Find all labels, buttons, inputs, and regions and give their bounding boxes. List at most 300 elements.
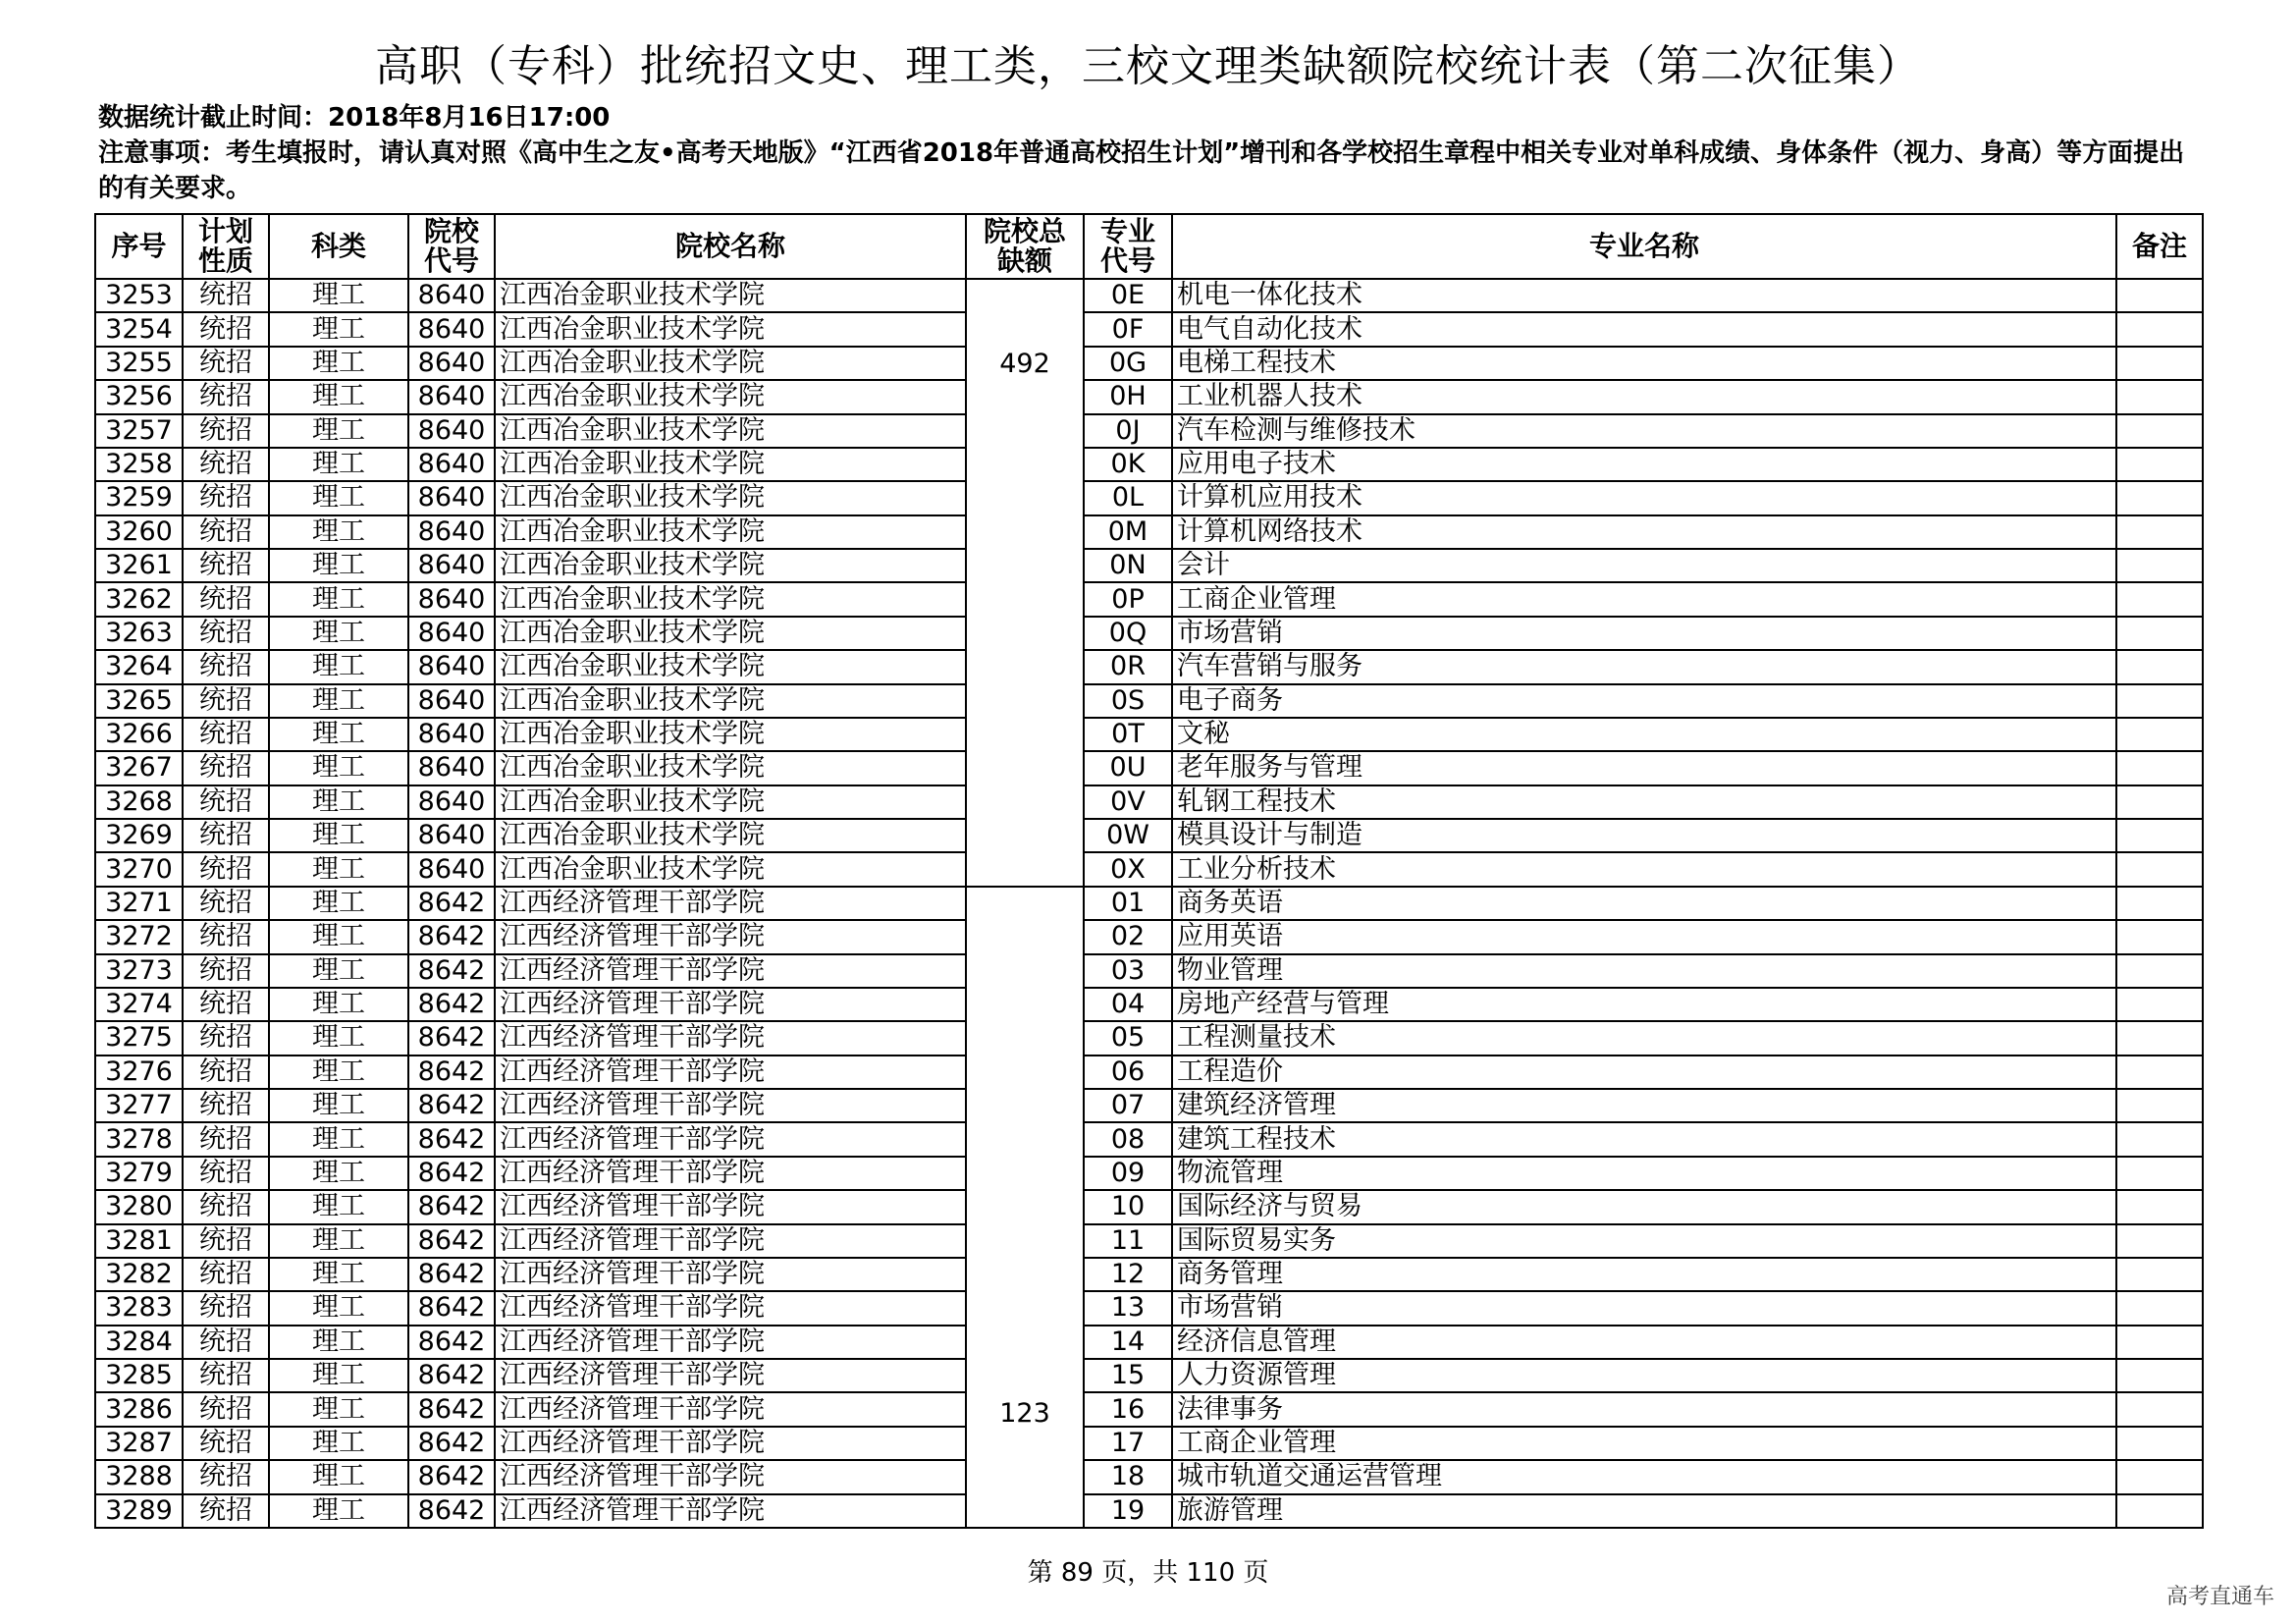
cell-major-code: 19 [1084, 1494, 1172, 1529]
cell-major-code: 02 [1084, 920, 1172, 953]
cell-plan: 统招 [183, 1359, 269, 1392]
cell-plan: 统招 [183, 1460, 269, 1493]
table-row [95, 1427, 2203, 1460]
cell-seq: 3287 [95, 1427, 183, 1460]
table-row [95, 1258, 2203, 1291]
cell-school-code: 8640 [408, 279, 495, 312]
cell-major-name: 工商企业管理 [1172, 582, 2116, 616]
cell-major-name: 旅游管理 [1172, 1494, 2116, 1529]
cell-category: 理工 [269, 1122, 408, 1156]
cell-school-code: 8642 [408, 1427, 495, 1460]
cell-school-name: 江西经济管理干部学院 [495, 1392, 966, 1426]
cell-plan: 统招 [183, 1258, 269, 1291]
cell-plan: 统招 [183, 1326, 269, 1359]
cell-plan: 统招 [183, 414, 269, 448]
cell-plan: 统招 [183, 785, 269, 819]
cell-school-name: 江西冶金职业技术学院 [495, 549, 966, 582]
table-header [95, 214, 2203, 279]
cell-category: 理工 [269, 1157, 408, 1190]
cell-major-name: 商务管理 [1172, 1258, 2116, 1291]
cell-major-name: 老年服务与管理 [1172, 751, 2116, 785]
cell-school-name: 江西冶金职业技术学院 [495, 684, 966, 718]
table-body [95, 279, 2203, 1528]
cell-major-code: 05 [1084, 1021, 1172, 1055]
cell-major-name: 汽车检测与维修技术 [1172, 414, 2116, 448]
cell-school-name: 江西冶金职业技术学院 [495, 279, 966, 312]
cell-seq: 3284 [95, 1326, 183, 1359]
cell-remark [2116, 1122, 2203, 1156]
table-row [95, 1056, 2203, 1089]
table-row [95, 1157, 2203, 1190]
cell-remark [2116, 1224, 2203, 1258]
cell-remark [2116, 1326, 2203, 1359]
cell-major-code: 09 [1084, 1157, 1172, 1190]
cell-category: 理工 [269, 920, 408, 953]
cell-major-code: 01 [1084, 887, 1172, 920]
notice-text: 注意事项：考生填报时，请认真对照《高中生之友•高考天地版》“江西省2018年普通高校招生计划”增刊和各学校招生章程中相关专业对单科成绩、身体条件（视力、身高）等方面提出的有关要求。 [98, 138, 2185, 203]
cell-school-name: 江西冶金职业技术学院 [495, 481, 966, 514]
cell-category: 理工 [269, 1224, 408, 1258]
cell-major-name: 建筑工程技术 [1172, 1122, 2116, 1156]
cell-school-code: 8640 [408, 751, 495, 785]
cell-plan: 统招 [183, 1190, 269, 1223]
cell-category: 理工 [269, 279, 408, 312]
cell-seq: 3265 [95, 684, 183, 718]
cell-major-name: 计算机网络技术 [1172, 515, 2116, 549]
cell-category: 理工 [269, 582, 408, 616]
cell-plan: 统招 [183, 1157, 269, 1190]
cell-seq: 3280 [95, 1190, 183, 1223]
cell-major-name: 模具设计与制造 [1172, 819, 2116, 852]
header-school-code: 院校代号 [408, 214, 495, 279]
table-row [95, 1122, 2203, 1156]
cell-major-name: 轧钢工程技术 [1172, 785, 2116, 819]
cell-school-code: 8640 [408, 617, 495, 650]
cell-school-code: 8640 [408, 785, 495, 819]
cell-major-code: 0F [1084, 312, 1172, 346]
cell-remark [2116, 1258, 2203, 1291]
cell-plan: 统招 [183, 718, 269, 751]
cell-remark [2116, 988, 2203, 1021]
cell-major-code: 0U [1084, 751, 1172, 785]
cell-major-code: 13 [1084, 1291, 1172, 1325]
cell-major-name: 电子商务 [1172, 684, 2116, 718]
cell-major-name: 电气自动化技术 [1172, 312, 2116, 346]
cell-major-name: 商务英语 [1172, 887, 2116, 920]
cell-category: 理工 [269, 1291, 408, 1325]
cell-school-code: 8642 [408, 954, 495, 988]
cell-major-code: 07 [1084, 1089, 1172, 1122]
cell-category: 理工 [269, 887, 408, 920]
cell-school-name: 江西经济管理干部学院 [495, 1494, 966, 1529]
cell-major-code: 0H [1084, 380, 1172, 413]
cell-school-code: 8642 [408, 887, 495, 920]
cell-major-code: 06 [1084, 1056, 1172, 1089]
cell-seq: 3259 [95, 481, 183, 514]
cell-remark [2116, 1392, 2203, 1426]
cell-remark [2116, 819, 2203, 852]
cell-plan: 统招 [183, 1122, 269, 1156]
table-row [95, 481, 2203, 514]
cell-major-code: 14 [1084, 1326, 1172, 1359]
cell-school-name: 江西经济管理干部学院 [495, 1190, 966, 1223]
cell-plan: 统招 [183, 1494, 269, 1529]
cell-seq: 3264 [95, 650, 183, 683]
cell-major-code: 15 [1084, 1359, 1172, 1392]
cell-remark [2116, 1157, 2203, 1190]
cell-plan: 统招 [183, 481, 269, 514]
header-remark: 备注 [2116, 214, 2203, 279]
cell-major-name: 工程测量技术 [1172, 1021, 2116, 1055]
cell-plan: 统招 [183, 1021, 269, 1055]
cell-category: 理工 [269, 1460, 408, 1493]
cell-major-name: 会计 [1172, 549, 2116, 582]
header-category: 科类 [269, 214, 408, 279]
cell-major-name: 工业分析技术 [1172, 852, 2116, 886]
cutoff-time: 数据统计截止时间：2018年8月16日17:00 [98, 103, 611, 133]
cell-major-name: 应用电子技术 [1172, 448, 2116, 481]
cell-remark [2116, 515, 2203, 549]
cell-seq: 3253 [95, 279, 183, 312]
cell-school-code: 8642 [408, 1089, 495, 1122]
cell-major-name: 国际经济与贸易 [1172, 1190, 2116, 1223]
cell-category: 理工 [269, 852, 408, 886]
cell-major-code: 0E [1084, 279, 1172, 312]
cell-plan: 统招 [183, 1427, 269, 1460]
cell-major-code: 0S [1084, 684, 1172, 718]
table-row [95, 1460, 2203, 1493]
table-row [95, 279, 2203, 312]
table-row [95, 1392, 2203, 1426]
cell-major-code: 18 [1084, 1460, 1172, 1493]
cell-school-code: 8642 [408, 988, 495, 1021]
cell-vacancy: 123 [966, 887, 1084, 1528]
cell-major-name: 城市轨道交通运营管理 [1172, 1460, 2116, 1493]
cell-major-name: 建筑经济管理 [1172, 1089, 2116, 1122]
cell-major-code: 03 [1084, 954, 1172, 988]
cell-category: 理工 [269, 380, 408, 413]
cell-category: 理工 [269, 718, 408, 751]
cell-school-name: 江西经济管理干部学院 [495, 954, 966, 988]
cell-school-code: 8640 [408, 347, 495, 380]
cell-remark [2116, 448, 2203, 481]
cell-school-code: 8642 [408, 1122, 495, 1156]
cell-major-name: 工业机器人技术 [1172, 380, 2116, 413]
cell-major-name: 工商企业管理 [1172, 1427, 2116, 1460]
cell-school-name: 江西经济管理干部学院 [495, 1326, 966, 1359]
cell-category: 理工 [269, 1326, 408, 1359]
cell-seq: 3256 [95, 380, 183, 413]
cell-school-code: 8640 [408, 414, 495, 448]
cell-plan: 统招 [183, 1392, 269, 1426]
cell-school-code: 8642 [408, 1190, 495, 1223]
cell-seq: 3254 [95, 312, 183, 346]
cell-school-code: 8640 [408, 380, 495, 413]
cell-major-name: 计算机应用技术 [1172, 481, 2116, 514]
cell-plan: 统招 [183, 582, 269, 616]
table-row [95, 887, 2203, 920]
cell-remark [2116, 1494, 2203, 1529]
cell-school-code: 8642 [408, 1258, 495, 1291]
cell-seq: 3269 [95, 819, 183, 852]
cell-remark [2116, 1460, 2203, 1493]
cell-remark [2116, 1291, 2203, 1325]
cell-category: 理工 [269, 785, 408, 819]
cell-school-name: 江西冶金职业技术学院 [495, 785, 966, 819]
cell-seq: 3272 [95, 920, 183, 953]
cell-remark [2116, 549, 2203, 582]
cell-school-code: 8642 [408, 1326, 495, 1359]
header-school-name: 院校名称 [495, 214, 966, 279]
table-row [95, 785, 2203, 819]
table-row [95, 312, 2203, 346]
cell-school-code: 8642 [408, 1460, 495, 1493]
page-number: 第 89 页，共 110 页 [1027, 1558, 1269, 1588]
cell-seq: 3266 [95, 718, 183, 751]
cell-school-code: 8642 [408, 1021, 495, 1055]
cell-remark [2116, 582, 2203, 616]
cell-school-code: 8640 [408, 312, 495, 346]
table-row [95, 1494, 2203, 1529]
cell-major-code: 12 [1084, 1258, 1172, 1291]
cell-major-name: 国际贸易实务 [1172, 1224, 2116, 1258]
cell-remark [2116, 852, 2203, 886]
cell-seq: 3267 [95, 751, 183, 785]
cell-major-name: 法律事务 [1172, 1392, 2116, 1426]
cell-category: 理工 [269, 1494, 408, 1529]
cell-school-name: 江西冶金职业技术学院 [495, 582, 966, 616]
cell-school-code: 8640 [408, 684, 495, 718]
cell-plan: 统招 [183, 684, 269, 718]
cell-category: 理工 [269, 481, 408, 514]
cell-seq: 3286 [95, 1392, 183, 1426]
cell-school-code: 8642 [408, 1291, 495, 1325]
cell-major-name: 应用英语 [1172, 920, 2116, 953]
cell-plan: 统招 [183, 1291, 269, 1325]
header-major-name: 专业名称 [1172, 214, 2116, 279]
cell-major-code: 0J [1084, 414, 1172, 448]
vacancy-table [94, 213, 2204, 1529]
cell-major-name: 机电一体化技术 [1172, 279, 2116, 312]
cell-remark [2116, 751, 2203, 785]
cell-remark [2116, 414, 2203, 448]
cell-school-code: 8640 [408, 852, 495, 886]
watermark-text: 高考直通车 [2165, 1585, 2274, 1609]
cell-seq: 3281 [95, 1224, 183, 1258]
cell-school-name: 江西冶金职业技术学院 [495, 414, 966, 448]
cell-plan: 统招 [183, 617, 269, 650]
table-row [95, 988, 2203, 1021]
cell-major-code: 0N [1084, 549, 1172, 582]
cell-plan: 统招 [183, 954, 269, 988]
cell-major-name: 汽车营销与服务 [1172, 650, 2116, 683]
cell-plan: 统招 [183, 1089, 269, 1122]
table-row [95, 448, 2203, 481]
cell-major-code: 16 [1084, 1392, 1172, 1426]
cell-school-name: 江西经济管理干部学院 [495, 1359, 966, 1392]
cell-major-code: 0T [1084, 718, 1172, 751]
table-row [95, 954, 2203, 988]
table-row [95, 1224, 2203, 1258]
cell-seq: 3283 [95, 1291, 183, 1325]
table-row [95, 751, 2203, 785]
cell-major-code: 0G [1084, 347, 1172, 380]
cell-remark [2116, 920, 2203, 953]
cell-category: 理工 [269, 650, 408, 683]
cell-school-name: 江西冶金职业技术学院 [495, 751, 966, 785]
table-row [95, 582, 2203, 616]
cell-major-code: 08 [1084, 1122, 1172, 1156]
cell-category: 理工 [269, 414, 408, 448]
cell-category: 理工 [269, 312, 408, 346]
cell-school-name: 江西冶金职业技术学院 [495, 312, 966, 346]
cell-plan: 统招 [183, 819, 269, 852]
cell-remark [2116, 887, 2203, 920]
cell-category: 理工 [269, 1427, 408, 1460]
table-row [95, 347, 2203, 380]
cell-major-name: 人力资源管理 [1172, 1359, 2116, 1392]
cell-school-code: 8642 [408, 1056, 495, 1089]
cell-major-code: 0X [1084, 852, 1172, 886]
table-row [95, 650, 2203, 683]
table-row [95, 414, 2203, 448]
cell-major-code: 17 [1084, 1427, 1172, 1460]
cell-school-name: 江西冶金职业技术学院 [495, 515, 966, 549]
cell-school-code: 8642 [408, 1392, 495, 1426]
table-row [95, 1089, 2203, 1122]
cell-school-name: 江西经济管理干部学院 [495, 1460, 966, 1493]
cell-category: 理工 [269, 1258, 408, 1291]
cell-category: 理工 [269, 1021, 408, 1055]
cell-school-code: 8642 [408, 1359, 495, 1392]
table-row [95, 617, 2203, 650]
cell-plan: 统招 [183, 347, 269, 380]
table-row [95, 549, 2203, 582]
cell-seq: 3282 [95, 1258, 183, 1291]
cell-major-code: 0K [1084, 448, 1172, 481]
table-row [95, 684, 2203, 718]
table-row [95, 718, 2203, 751]
table-row [95, 819, 2203, 852]
cell-plan: 统招 [183, 887, 269, 920]
cell-seq: 3258 [95, 448, 183, 481]
cell-major-code: 0P [1084, 582, 1172, 616]
cell-major-name: 文秘 [1172, 718, 2116, 751]
cell-plan: 统招 [183, 920, 269, 953]
cell-school-name: 江西冶金职业技术学院 [495, 650, 966, 683]
cell-school-name: 江西冶金职业技术学院 [495, 380, 966, 413]
cell-plan: 统招 [183, 279, 269, 312]
cell-major-code: 11 [1084, 1224, 1172, 1258]
cell-major-code: 0V [1084, 785, 1172, 819]
cell-seq: 3273 [95, 954, 183, 988]
cell-school-name: 江西经济管理干部学院 [495, 1258, 966, 1291]
cell-major-name: 市场营销 [1172, 617, 2116, 650]
cell-school-name: 江西冶金职业技术学院 [495, 852, 966, 886]
cell-category: 理工 [269, 988, 408, 1021]
header-major-code: 专业代号 [1084, 214, 1172, 279]
cell-school-code: 8640 [408, 650, 495, 683]
cell-plan: 统招 [183, 549, 269, 582]
cell-plan: 统招 [183, 852, 269, 886]
cell-remark [2116, 617, 2203, 650]
cell-school-code: 8640 [408, 582, 495, 616]
table-row [95, 1190, 2203, 1223]
cell-seq: 3270 [95, 852, 183, 886]
cell-school-name: 江西冶金职业技术学院 [495, 448, 966, 481]
cell-school-name: 江西经济管理干部学院 [495, 988, 966, 1021]
cell-remark [2116, 1427, 2203, 1460]
cell-major-code: 0Q [1084, 617, 1172, 650]
cell-major-code: 0L [1084, 481, 1172, 514]
cell-school-code: 8640 [408, 718, 495, 751]
cell-remark [2116, 1359, 2203, 1392]
cell-seq: 3279 [95, 1157, 183, 1190]
cell-seq: 3271 [95, 887, 183, 920]
table-row [95, 515, 2203, 549]
document-title: 高职（专科）批统招文史、理工类，三校文理类缺额院校统计表（第二次征集） [375, 41, 1921, 91]
cell-school-code: 8640 [408, 819, 495, 852]
cell-school-name: 江西冶金职业技术学院 [495, 819, 966, 852]
cell-school-name: 江西经济管理干部学院 [495, 1122, 966, 1156]
cell-seq: 3276 [95, 1056, 183, 1089]
cell-category: 理工 [269, 347, 408, 380]
cell-remark [2116, 718, 2203, 751]
cell-school-name: 江西经济管理干部学院 [495, 1427, 966, 1460]
cell-category: 理工 [269, 954, 408, 988]
cell-remark [2116, 684, 2203, 718]
cell-remark [2116, 481, 2203, 514]
cell-category: 理工 [269, 684, 408, 718]
cell-major-code: 0M [1084, 515, 1172, 549]
cell-plan: 统招 [183, 751, 269, 785]
cell-major-name: 房地产经营与管理 [1172, 988, 2116, 1021]
cell-major-code: 0R [1084, 650, 1172, 683]
header-plan: 计划性质 [183, 214, 269, 279]
cell-school-name: 江西经济管理干部学院 [495, 887, 966, 920]
cell-school-code: 8640 [408, 549, 495, 582]
cell-remark [2116, 1190, 2203, 1223]
cell-school-name: 江西经济管理干部学院 [495, 1056, 966, 1089]
cell-plan: 统招 [183, 650, 269, 683]
cell-school-name: 江西经济管理干部学院 [495, 1089, 966, 1122]
cell-seq: 3285 [95, 1359, 183, 1392]
cell-seq: 3262 [95, 582, 183, 616]
cell-school-code: 8640 [408, 481, 495, 514]
cell-vacancy: 492 [966, 279, 1084, 887]
header-vacancy: 院校总缺额 [966, 214, 1084, 279]
table-row [95, 1021, 2203, 1055]
cell-school-name: 江西经济管理干部学院 [495, 1021, 966, 1055]
cell-school-name: 江西经济管理干部学院 [495, 1291, 966, 1325]
cell-category: 理工 [269, 1392, 408, 1426]
cell-plan: 统招 [183, 988, 269, 1021]
cell-school-code: 8640 [408, 448, 495, 481]
cell-seq: 3274 [95, 988, 183, 1021]
cell-seq: 3278 [95, 1122, 183, 1156]
cell-school-code: 8642 [408, 920, 495, 953]
table-row [95, 852, 2203, 886]
cell-seq: 3275 [95, 1021, 183, 1055]
table-row [95, 380, 2203, 413]
table-row [95, 1326, 2203, 1359]
cell-category: 理工 [269, 751, 408, 785]
cell-major-name: 物流管理 [1172, 1157, 2116, 1190]
cell-seq: 3257 [95, 414, 183, 448]
cell-remark [2116, 380, 2203, 413]
cell-seq: 3261 [95, 549, 183, 582]
cell-seq: 3288 [95, 1460, 183, 1493]
